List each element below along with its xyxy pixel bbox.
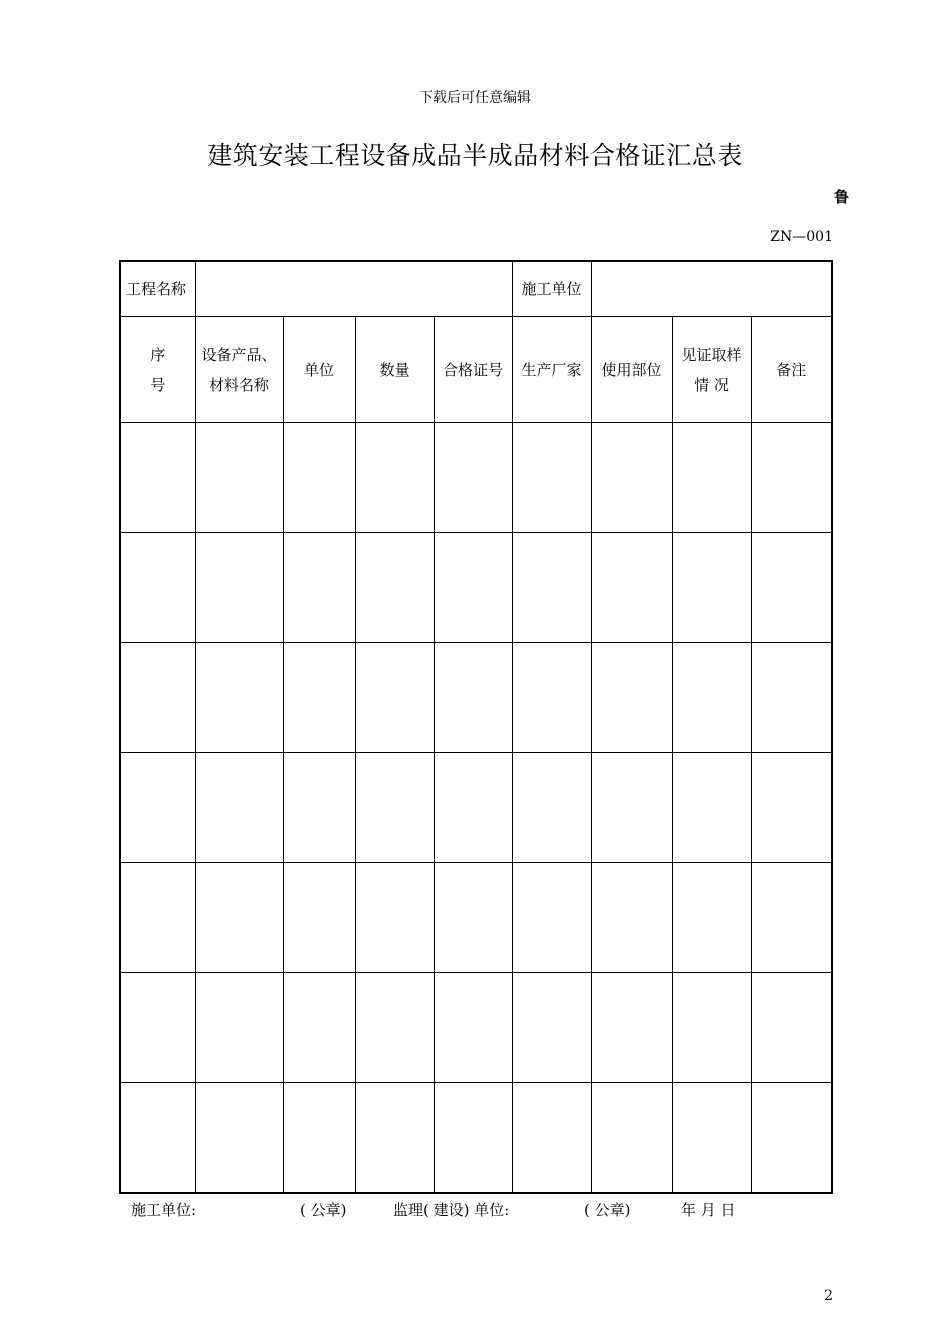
- table-cell[interactable]: [434, 423, 512, 533]
- table-cell[interactable]: [751, 863, 832, 973]
- column-header-manufacturer: 生产厂家: [512, 317, 591, 423]
- table-cell[interactable]: [751, 753, 832, 863]
- table-body: [120, 423, 832, 1194]
- table-cell[interactable]: [512, 973, 591, 1083]
- form-code: ZN—001: [770, 229, 833, 245]
- table-cell[interactable]: [591, 423, 672, 533]
- table-cell[interactable]: [195, 643, 283, 753]
- footer-seal-2: ( 公章): [584, 1201, 631, 1219]
- table-cell[interactable]: [120, 863, 195, 973]
- table-cell[interactable]: [355, 753, 434, 863]
- table-cell[interactable]: [591, 863, 672, 973]
- table-cell[interactable]: [195, 533, 283, 643]
- table-cell[interactable]: [672, 1083, 751, 1194]
- table-cell[interactable]: [434, 863, 512, 973]
- column-header-name: [195, 317, 283, 423]
- table-cell[interactable]: [751, 643, 832, 753]
- table-cell[interactable]: [434, 973, 512, 1083]
- table-cell[interactable]: [120, 1083, 195, 1194]
- table-row: [120, 753, 832, 863]
- table-cell[interactable]: [283, 1083, 355, 1194]
- table-cell[interactable]: [434, 753, 512, 863]
- table-cell[interactable]: [672, 643, 751, 753]
- table-cell[interactable]: [195, 973, 283, 1083]
- table-cell[interactable]: [672, 753, 751, 863]
- table-cell[interactable]: [512, 1083, 591, 1194]
- table-cell[interactable]: [751, 1083, 832, 1194]
- table-cell[interactable]: [120, 643, 195, 753]
- table-cell[interactable]: [672, 973, 751, 1083]
- seq-header-line1: 序: [150, 345, 166, 364]
- table-cell[interactable]: [283, 753, 355, 863]
- table-cell[interactable]: [195, 423, 283, 533]
- column-header-unit: 单位: [283, 317, 355, 423]
- table-cell[interactable]: [591, 753, 672, 863]
- footer-contractor-label: 施工单位:: [131, 1201, 197, 1219]
- witness-header-line2: 情 况: [694, 375, 729, 394]
- table-cell[interactable]: [195, 753, 283, 863]
- name-header-line1: 设备产品、: [201, 345, 277, 364]
- seq-header-line2: 号: [150, 375, 166, 394]
- column-header-witness-sampling: [672, 317, 751, 423]
- table-cell[interactable]: [355, 423, 434, 533]
- table-cell[interactable]: [283, 863, 355, 973]
- signature-footer: [131, 1199, 831, 1221]
- table-cell[interactable]: [195, 863, 283, 973]
- table-row: [120, 973, 832, 1083]
- table-cell[interactable]: [512, 423, 591, 533]
- table-row: [120, 863, 832, 973]
- table-cell[interactable]: [195, 1083, 283, 1194]
- table-row: [120, 643, 832, 753]
- table-row: [120, 423, 832, 533]
- project-info-row: [120, 261, 832, 317]
- table-cell[interactable]: [591, 1083, 672, 1194]
- table-cell[interactable]: [434, 533, 512, 643]
- footer-date: 年 月 日: [681, 1201, 736, 1219]
- page-title: 建筑安装工程设备成品半成品材料合格证汇总表: [207, 141, 743, 170]
- download-note: 下载后可任意编辑: [419, 90, 531, 106]
- footer-seal-1: ( 公章): [300, 1201, 347, 1219]
- table-cell[interactable]: [283, 423, 355, 533]
- page-number: 2: [824, 1288, 833, 1304]
- table-cell[interactable]: [120, 753, 195, 863]
- table-cell[interactable]: [672, 863, 751, 973]
- table-cell[interactable]: [434, 1083, 512, 1194]
- table-cell[interactable]: [512, 863, 591, 973]
- project-name-label: 工程名称: [120, 261, 195, 317]
- project-name-field[interactable]: [195, 261, 512, 317]
- table-cell[interactable]: [283, 533, 355, 643]
- table-header-row: [120, 317, 832, 423]
- table-cell[interactable]: [283, 643, 355, 753]
- table-cell[interactable]: [751, 423, 832, 533]
- table-row: [120, 533, 832, 643]
- contractor-field[interactable]: [591, 261, 832, 317]
- table-cell[interactable]: [672, 533, 751, 643]
- table-cell[interactable]: [751, 973, 832, 1083]
- table-cell[interactable]: [355, 863, 434, 973]
- table-cell[interactable]: [355, 643, 434, 753]
- column-header-quantity: 数量: [355, 317, 434, 423]
- table-cell[interactable]: [512, 643, 591, 753]
- table-cell[interactable]: [120, 533, 195, 643]
- table-cell[interactable]: [591, 643, 672, 753]
- column-header-seq: [120, 317, 195, 423]
- table-row: [120, 1083, 832, 1194]
- table-cell[interactable]: [591, 533, 672, 643]
- table-cell[interactable]: [355, 1083, 434, 1194]
- table-cell[interactable]: [120, 973, 195, 1083]
- footer-supervisor-label: 监理( 建设) 单位:: [393, 1201, 510, 1219]
- table-cell[interactable]: [434, 643, 512, 753]
- table-cell[interactable]: [751, 533, 832, 643]
- table-cell[interactable]: [591, 973, 672, 1083]
- province-mark: 鲁: [833, 188, 849, 206]
- table-cell[interactable]: [355, 973, 434, 1083]
- table-cell[interactable]: [512, 753, 591, 863]
- name-header-line2: 材料名称: [208, 375, 269, 394]
- column-header-usage-location: 使用部位: [591, 317, 672, 423]
- certificate-summary-table: [119, 260, 833, 1194]
- contractor-label: 施工单位: [512, 261, 591, 317]
- table-cell[interactable]: [672, 423, 751, 533]
- table-cell[interactable]: [355, 533, 434, 643]
- table-cell[interactable]: [512, 533, 591, 643]
- column-header-certificate-no: 合格证号: [434, 317, 512, 423]
- witness-header-line1: 见证取样: [681, 345, 742, 364]
- table-cell[interactable]: [120, 423, 195, 533]
- column-header-remarks: 备注: [751, 317, 832, 423]
- table-cell[interactable]: [283, 973, 355, 1083]
